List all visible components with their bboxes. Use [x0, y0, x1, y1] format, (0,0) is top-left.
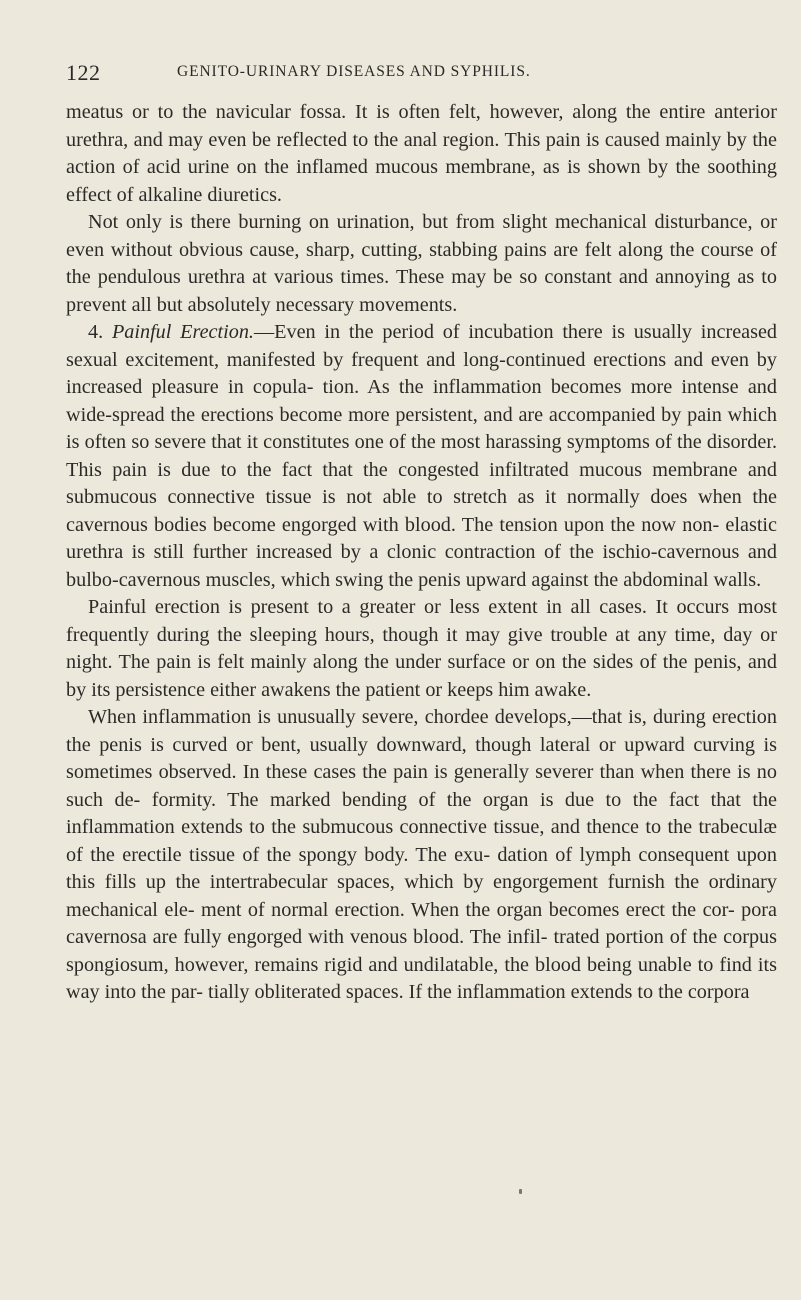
section-number: 4.	[88, 321, 104, 343]
running-head	[66, 58, 766, 88]
paragraph: Painful erection is present to a greater or less extent in all cases. It occurs most frequently during the sleeping hours, though it may give trouble at any time, day or night. The pain is felt mainly along the under surface or on the sides of the penis, and by its persistence either awakens the patient or keeps him awake.	[66, 596, 777, 701]
paragraph: Not only is there burning on urination, but from slight mechanical disturbance, or even without obvious cause, sharp, cutting, stabbing pains are felt along the course of the pendulous urethra at various times. These may be so constant and annoying as to prevent all but absolutely necessary movements.	[66, 211, 777, 316]
section-paragraph	[66, 319, 777, 594]
paragraph: meatus or to the navicular fossa. It is often felt, however, along the entire anterior urethra, and may even be reflected to the anal region. This pain is caused mainly by the action of acid urine on the inflamed mucous membrane, as is shown by the soothing effect of alkaline diuretics.	[66, 101, 777, 206]
paragraph: When inflammation is unusually severe, chordee develops,—that is, during erection the penis is curved or bent, usually downward, though lateral or upward curving is sometimes observed. In these cases the pain is generally severer than when there is no such de- formity. The marked bending of the organ is due to the fact that the inflammation extends to the submucous connective tissue, and thence to the trabeculæ of the erectile tissue of the spongy body. The exu- dation of lymph consequent upon this fills up the intertrabecular spaces, which by engorgement furnish the ordinary mechanical ele- ment of normal erection. When the organ becomes erect the cor- pora cavernosa are fully engorged with venous blood. The infil- trated portion of the corpus spongiosum, however, remains rigid and undilatable, the blood being unable to find its way into the par- tially obliterated spaces. If the inflammation extends to the corpora	[66, 706, 777, 1003]
running-title: GENITO-URINARY DISEASES AND SYPHILIS.	[177, 63, 531, 80]
page-number: 122	[66, 60, 101, 85]
section-text: —Even in the period of incubation there is usually increased sexual excitement, manifested by frequent and long-continued erections and even by increased pleasure in copula- tion. As the inflammation becomes more intense and wide-spread the erections become more persistent, and are accompanied by pain which is often so severe that it constitutes one of the most harassing symptoms of the disorder. This pain is due to the fact that the congested infiltrated mucous membrane and submucous connective tissue is not able to stretch as it normally does when the cavernous bodies become engorged with blood. The tension upon the now non- elastic urethra is still further increased by a clonic contraction of the ischio-cavernous and bulbo-cavernous muscles, which swing the penis upward against the abdominal walls.	[66, 321, 778, 591]
section-heading: Painful Erection.	[111, 321, 254, 343]
print-speck	[519, 1189, 522, 1194]
body-text	[66, 99, 777, 1007]
